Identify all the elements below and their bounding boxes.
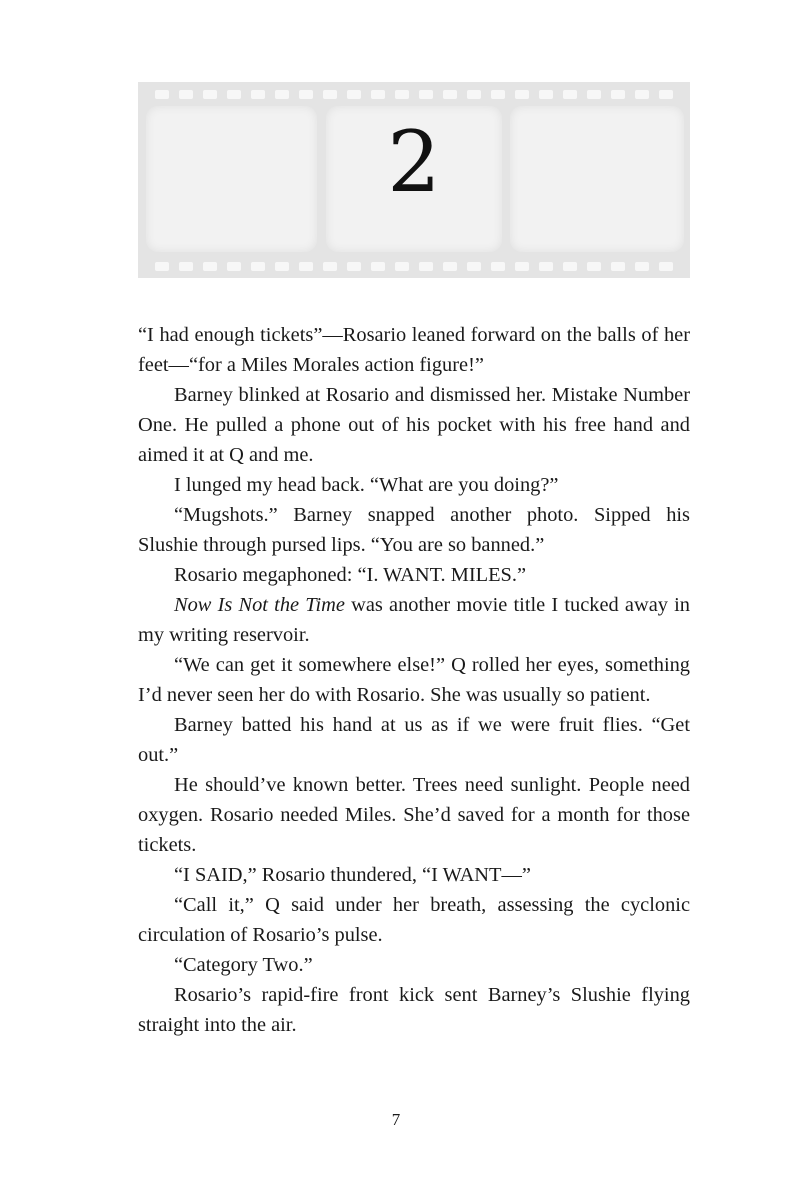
paragraph: Barney blinked at Rosario and dismissed her. Mistake Number One. He pulled a phone out of his pocket with his free hand and aimed it at Q and me. (138, 384, 690, 466)
paragraph: Rosario megaphoned: “I. WANT. MILES.” (174, 564, 527, 586)
paragraph: “Call it,” Q said under her breath, assessing the cyclonic circulation of Rosario’s pulse. (138, 894, 690, 946)
paragraph: “Category Two.” (174, 954, 313, 976)
chapter-header-filmstrip (138, 82, 690, 278)
movie-title: Now Is Not the Time (174, 594, 345, 616)
paragraph: Rosario’s rapid-fire front kick sent Barney’s Slushie flying straight into the air. (138, 984, 690, 1036)
filmstrip-sprockets-top (138, 85, 690, 103)
filmstrip-sprockets-bottom (138, 257, 690, 275)
paragraph: “Mugshots.” Barney snapped another photo. Sipped his Slushie through pursed lips. “You are so banned.” (138, 504, 690, 556)
paragraph: “We can get it somewhere else!” Q rolled her eyes, something I’d never seen her do with Rosario. She was usually so patient. (138, 654, 690, 706)
paragraph: He should’ve known better. Trees need sunlight. People need oxygen. Rosario needed Miles. She’d saved for a month for those tickets. (138, 774, 690, 856)
paragraph-text: was another movie title I tucked away in my writing reservoir. (138, 594, 690, 646)
paragraph: Barney batted his hand at us as if we were fruit flies. “Get out.” (138, 714, 690, 766)
body-text (138, 320, 690, 1040)
paragraph: “I SAID,” Rosario thundered, “I WANT—” (174, 864, 531, 886)
paragraph (138, 590, 690, 650)
paragraph: I lunged my head back. “What are you doing?” (174, 474, 559, 496)
chapter-number: 2 (387, 113, 441, 211)
paragraph: “I had enough tickets”—Rosario leaned forward on the balls of her feet—“for a Miles Morales action figure!” (138, 324, 690, 376)
page-number: 7 (391, 1110, 401, 1129)
